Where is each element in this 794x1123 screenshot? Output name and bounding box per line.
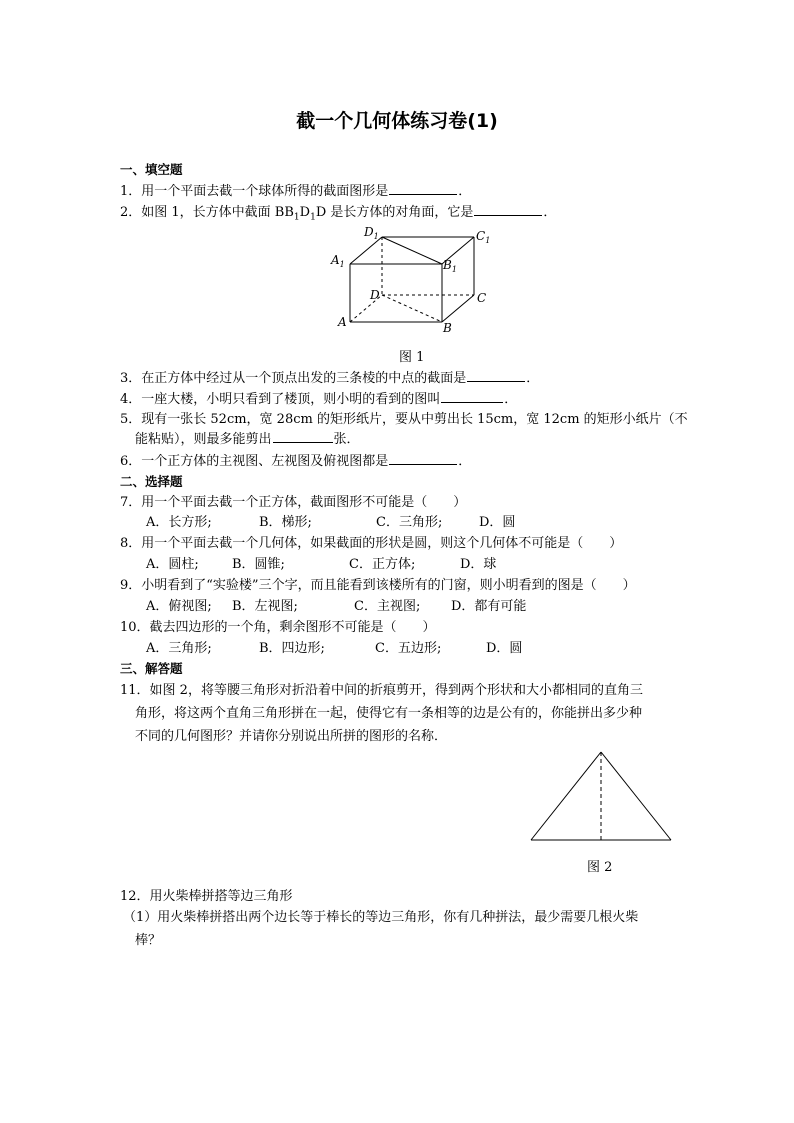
answer-blank[interactable] — [474, 203, 542, 216]
edge — [442, 295, 474, 322]
vertex-label-c1: $C_1$ — [476, 229, 491, 245]
question-8-options — [146, 556, 496, 574]
diagonal-edge — [382, 237, 442, 264]
question-7-options — [146, 514, 515, 532]
section-fill-in: 一、填空题 — [120, 162, 183, 177]
option-a[interactable]: A．三角形; — [146, 641, 212, 656]
question-5-end: 张． — [333, 432, 360, 447]
subscript: 1 — [293, 212, 300, 223]
question-9-options — [146, 598, 526, 616]
question-4-end: ． — [504, 392, 518, 407]
option-a[interactable]: A．长方形; — [146, 515, 212, 530]
triangle-left-side — [531, 752, 601, 840]
option-d[interactable]: D．都有可能 — [451, 599, 527, 614]
question-12-part-1-line-1: （1）用火柴棒拼搭出两个边长等于棒长的等边三角形，你有几种拼法，最少需要几根火柴 — [123, 910, 639, 925]
question-12: 12．用火柴棒拼搭等边三角形 — [120, 889, 293, 904]
option-d[interactable]: D．圆 — [479, 515, 516, 530]
answer-blank[interactable] — [389, 182, 457, 195]
vertex-label-b: B — [443, 321, 452, 335]
question-5-text: 能粘贴），则最多能剪出 — [135, 432, 272, 447]
option-b[interactable]: B．梯形; — [259, 515, 312, 530]
question-4 — [120, 390, 517, 409]
answer-blank[interactable] — [441, 390, 503, 403]
question-6-end: ． — [458, 454, 472, 469]
question-2-end: ． — [543, 205, 557, 220]
vertex-label-b1: $B_1$ — [443, 258, 457, 274]
question-2-text: D 是长方体的对角面，它是 — [315, 205, 474, 220]
figure-1-caption: 图 1 — [399, 350, 425, 365]
question-3-end: ． — [526, 371, 540, 386]
question-3 — [120, 369, 539, 388]
option-c[interactable]: C．正方体; — [349, 557, 416, 572]
option-a[interactable]: A．圆柱; — [146, 557, 199, 572]
option-c[interactable]: C．五边形; — [375, 641, 442, 656]
question-5-line-2 — [135, 430, 360, 449]
section-choice: 二、选择题 — [120, 474, 183, 489]
question-8: 8．用一个平面去截一个几何体，如果截面的形状是圆，则这个几何体不可能是（ ） — [120, 536, 623, 551]
figure-2-triangle — [528, 748, 676, 844]
page-title: 截一个几何体练习卷(1) — [296, 110, 498, 132]
subscript: 1 — [310, 212, 316, 223]
vertex-label-a1: $A_1$ — [331, 253, 345, 269]
question-10: 10．截去四边形的一个角，剩余图形不可能是（ ） — [120, 620, 436, 635]
question-11-line-2: 角形，将这两个直角三角形拼在一起，使得它有一条相等的边是公有的，你能拼出多少种 — [135, 706, 643, 721]
figure-2-caption: 图 2 — [587, 860, 613, 875]
triangle-right-side — [601, 752, 671, 840]
question-11-line-1: 11．如图 2，将等腰三角形对折沿着中间的折痕剪开，得到两个形状和大小都相同的直角三 — [120, 683, 643, 698]
question-6 — [120, 452, 471, 471]
question-10-options — [146, 640, 522, 658]
question-6-text: 6．一个正方体的主视图、左视图及俯视图都是 — [120, 454, 389, 469]
question-1-end: ． — [458, 184, 472, 199]
question-1 — [120, 182, 471, 201]
option-b[interactable]: B．左视图; — [232, 599, 298, 614]
option-b[interactable]: B．四边形; — [259, 641, 325, 656]
answer-blank[interactable] — [389, 452, 457, 465]
vertex-label-d1: $D_1$ — [364, 225, 379, 241]
question-9: 9．小明看到了“实验楼”三个字，而且能看到该楼所有的门窗，则小明看到的图是（ ） — [120, 578, 636, 593]
question-4-text: 4．一座大楼，小明只看到了楼顶，则小明的看到的图叫 — [120, 392, 441, 407]
question-11-line-3: 不同的几何图形？并请你分别说出所拼的图形的名称． — [135, 729, 448, 744]
question-5-line-1: 5．现有一张长 52cm，宽 28cm 的矩形纸片，要从中剪出长 15cm，宽 12cm 的矩形小纸片（不 — [120, 412, 688, 427]
vertex-label-a: A — [338, 315, 347, 329]
answer-blank[interactable] — [467, 369, 525, 382]
section-answer: 三、解答题 — [120, 661, 183, 676]
question-12-part-1-line-2: 棒？ — [135, 933, 162, 948]
question-3-text: 3．在正方体中经过从一个顶点出发的三条棱的中点的截面是 — [120, 371, 467, 386]
question-2-text: D — [299, 205, 311, 220]
option-d[interactable]: D．球 — [460, 557, 497, 572]
question-1-text: 1．用一个平面去截一个球体所得的截面图形是 — [120, 184, 389, 199]
vertex-label-d: D — [370, 288, 380, 302]
answer-blank[interactable] — [273, 430, 333, 443]
option-c[interactable]: C．主视图; — [354, 599, 421, 614]
hidden-edge — [382, 295, 442, 322]
option-b[interactable]: B．圆锥; — [232, 557, 285, 572]
option-d[interactable]: D．圆 — [486, 641, 523, 656]
option-c[interactable]: C．三角形; — [376, 515, 443, 530]
vertex-label-c: C — [477, 291, 487, 305]
question-7: 7．用一个平面去截一个正方体，截面图形不可能是（ ） — [120, 495, 467, 510]
figure-1-cuboid — [325, 222, 505, 337]
option-a[interactable]: A．俯视图; — [146, 599, 212, 614]
question-2-text: 2．如图 1，长方体中截面 BB — [120, 205, 294, 220]
edge — [350, 237, 382, 264]
